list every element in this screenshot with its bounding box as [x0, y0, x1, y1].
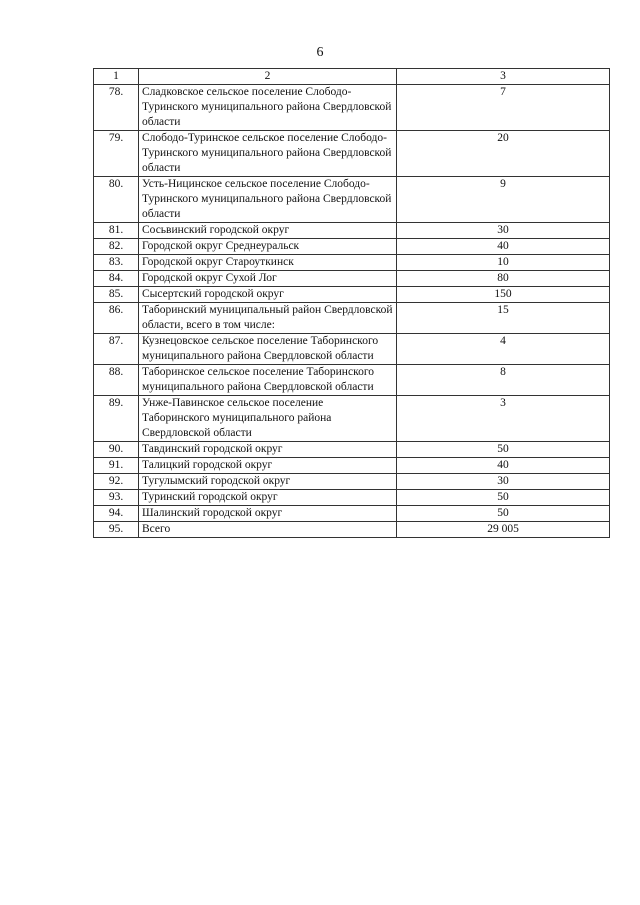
row-value: 15: [397, 303, 610, 334]
row-value: 40: [397, 239, 610, 255]
table-row: [94, 85, 610, 131]
row-value: 50: [397, 506, 610, 522]
table-row: [94, 255, 610, 271]
row-number: 81.: [94, 223, 139, 239]
row-value: 20: [397, 131, 610, 177]
row-name: Сладковское сельское поселение Слободо-Туринского муниципального района Свердловской области: [139, 85, 397, 131]
row-value: 30: [397, 223, 610, 239]
row-number: 80.: [94, 177, 139, 223]
allocation-table: [93, 68, 610, 538]
table-row: [94, 303, 610, 334]
row-number: 91.: [94, 458, 139, 474]
row-number: 82.: [94, 239, 139, 255]
row-value: 7: [397, 85, 610, 131]
table-row: [94, 506, 610, 522]
header-col-3: 3: [397, 69, 610, 85]
row-value: 150: [397, 287, 610, 303]
table-row: [94, 474, 610, 490]
row-number: 78.: [94, 85, 139, 131]
table-header-row: [94, 69, 610, 85]
row-number: 89.: [94, 396, 139, 442]
row-value: 40: [397, 458, 610, 474]
row-name: Сысертский городской округ: [139, 287, 397, 303]
table-row: [94, 223, 610, 239]
row-value: 50: [397, 442, 610, 458]
row-value: 80: [397, 271, 610, 287]
row-number: 90.: [94, 442, 139, 458]
table-row: [94, 239, 610, 255]
header-col-2: 2: [139, 69, 397, 85]
table-body: [94, 69, 610, 538]
table-row: [94, 334, 610, 365]
row-name: Сосьвинский городской округ: [139, 223, 397, 239]
row-number: 85.: [94, 287, 139, 303]
row-number: 79.: [94, 131, 139, 177]
row-name: Всего: [139, 522, 397, 538]
row-name: Городской округ Староуткинск: [139, 255, 397, 271]
row-name: Слободо-Туринское сельское поселение Слободо-Туринского муниципального района Свердловской области: [139, 131, 397, 177]
table-row: [94, 522, 610, 538]
row-number: 84.: [94, 271, 139, 287]
row-value: 4: [397, 334, 610, 365]
table-row: [94, 271, 610, 287]
row-value: 29 005: [397, 522, 610, 538]
row-number: 86.: [94, 303, 139, 334]
page-number: 6: [316, 45, 324, 60]
row-value: 8: [397, 365, 610, 396]
row-name: Тугулымский городской округ: [139, 474, 397, 490]
row-name: Усть-Ницинское сельское поселение Слободо-Туринского муниципального района Свердловской области: [139, 177, 397, 223]
row-name: Городской округ Сухой Лог: [139, 271, 397, 287]
table-row: [94, 365, 610, 396]
row-value: 9: [397, 177, 610, 223]
row-number: 83.: [94, 255, 139, 271]
table-row: [94, 177, 610, 223]
row-number: 94.: [94, 506, 139, 522]
table-row: [94, 287, 610, 303]
table-row: [94, 396, 610, 442]
table-row: [94, 458, 610, 474]
row-name: Туринский городской округ: [139, 490, 397, 506]
row-name: Таборинский муниципальный район Свердловской области, всего в том числе:: [139, 303, 397, 334]
row-name: Таборинское сельское поселение Таборинского муниципального района Свердловской области: [139, 365, 397, 396]
row-number: 95.: [94, 522, 139, 538]
row-name: Тавдинский городской округ: [139, 442, 397, 458]
row-name: Талицкий городской округ: [139, 458, 397, 474]
row-name: Унже-Павинское сельское поселение Таборинского муниципального района Свердловской области: [139, 396, 397, 442]
row-name: Городской округ Среднеуральск: [139, 239, 397, 255]
row-name: Кузнецовское сельское поселение Таборинского муниципального района Свердловской области: [139, 334, 397, 365]
row-value: 50: [397, 490, 610, 506]
table-row: [94, 442, 610, 458]
row-number: 87.: [94, 334, 139, 365]
row-name: Шалинский городской округ: [139, 506, 397, 522]
row-number: 88.: [94, 365, 139, 396]
row-number: 93.: [94, 490, 139, 506]
row-value: 3: [397, 396, 610, 442]
row-value: 30: [397, 474, 610, 490]
table-row: [94, 490, 610, 506]
row-value: 10: [397, 255, 610, 271]
row-number: 92.: [94, 474, 139, 490]
table-row: [94, 131, 610, 177]
header-col-1: 1: [94, 69, 139, 85]
